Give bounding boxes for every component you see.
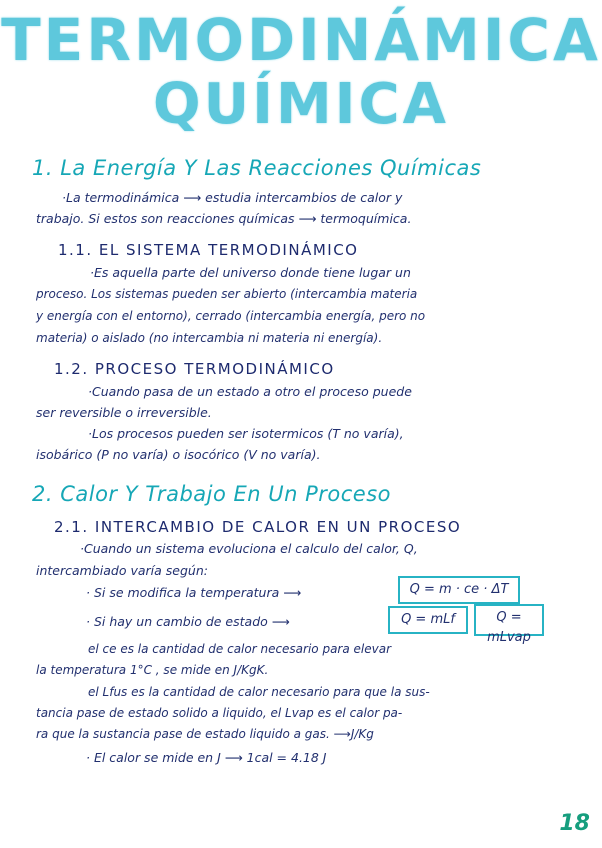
subsection-2-1-line1: ·Cuando un sistema evoluciona el calculo del calor, Q, (80, 541, 418, 556)
subsection-1-1-line1: ·Es aquella parte del universo donde tiene lugar un (90, 265, 411, 280)
section1-heading: 1. La Energía Y Las Reacciones Químicas (32, 156, 482, 180)
subsection-1-1-heading: 1.1. EL SISTEMA TERMODINÁMICO (58, 241, 359, 259)
specific-heat-line1: el ce es la cantidad de calor necesario para elevar (88, 642, 392, 656)
subsection-1-2-line3: ·Los procesos pueden ser isotermicos (T no varía), (88, 426, 404, 441)
bullet-temperature: · Si se modifica la temperatura ⟶ (86, 585, 302, 600)
subsection-1-2-heading: 1.2. PROCESO TERMODINÁMICO (54, 360, 335, 378)
formula-heat-temperature: Q = m · ce · ΔT (398, 576, 520, 604)
heat-units-line: · El calor se mide en J ⟶ 1cal = 4.18 J (86, 750, 327, 765)
formula-heat-vaporization: Q = mLvap (474, 604, 544, 636)
bullet-state-change: · Si hay un cambio de estado ⟶ (86, 614, 290, 629)
formula-heat-fusion: Q = mLf (388, 606, 468, 634)
section1-line1: ·La termodinámica ⟶ estudia intercambios de calor y (62, 190, 403, 205)
subsection-2-1-line2: intercambiado varía según: (36, 563, 208, 578)
page-title-line1: TERMODINÁMICA (1, 6, 601, 74)
subsection-1-2-line2: ser reversible o irreversible. (36, 405, 212, 420)
latent-heat-line2: tancia pase de estado solido a liquido, el Lvap es el calor pa- (36, 706, 403, 720)
subsection-1-1-line3: y energía con el entorno), cerrado (intercambia energía, pero no (36, 309, 426, 323)
section2-heading: 2. Calor Y Trabajo En Un Proceso (32, 482, 392, 506)
latent-heat-line3: ra que la sustancia pase de estado liquido a gas. ⟶J/Kg (36, 727, 374, 741)
section1-line2: trabajo. Si estos son reacciones químicas ⟶ termoquímica. (36, 211, 412, 226)
subsection-1-1-line2: proceso. Los sistemas pueden ser abierto (intercambia materia (36, 287, 418, 301)
specific-heat-line2: la temperatura 1°C , se mide en J/KgK. (36, 663, 269, 677)
subsection-1-2-line1: ·Cuando pasa de un estado a otro el proceso puede (88, 384, 412, 399)
page-number: 18 (559, 811, 590, 836)
page-title-line2: QUÍMICA (153, 72, 449, 137)
subsection-1-2-line4: isobárico (P no varía) o isocórico (V no varía). (36, 447, 321, 462)
subsection-2-1-heading: 2.1. INTERCAMBIO DE CALOR EN UN PROCESO (54, 518, 462, 536)
latent-heat-line1: el Lfus es la cantidad de calor necesario para que la sus- (88, 685, 430, 699)
subsection-1-1-line4: materia) o aislado (no intercambia ni materia ni energía). (36, 331, 383, 345)
